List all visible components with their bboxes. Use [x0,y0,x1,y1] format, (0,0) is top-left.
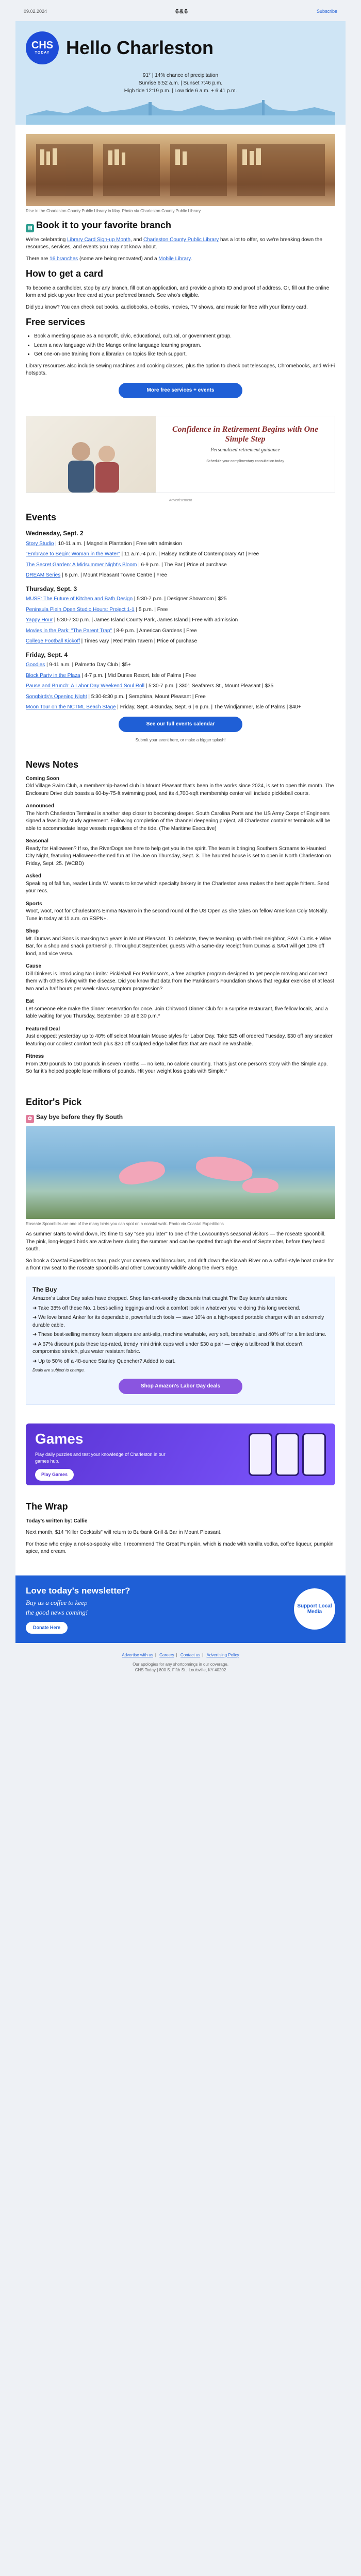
event-link[interactable]: Peninsula Plein Open Studio Hours: Project 1-1 [26,606,135,613]
footer-address: CHS Today | 800 S. Fifth St., Louisville, KY 40202 [135,1668,226,1673]
newsletter-body [15,21,346,1643]
event-detail: | 6 p.m. | Mount Pleasant Towne Centre | Free [60,572,167,579]
event-detail: | 5:30-8:30 p.m. | Seraphina, Mount Pleasant | Free [87,693,206,700]
footer-links: Advertise with us | Careers | Contact us | Advertising Policy [122,1652,239,1657]
wrap-heading: The Wrap [26,1501,68,1512]
retirement-ad[interactable] [26,416,335,493]
deal-item[interactable]: ➜ A 67% discount puts these top-rated, trendy mini drink cups well under $30 a pair — enjoy a tallbread fit that doesn't compromise stretch, plus water resistant fabric. [32,1341,303,1355]
games-copy [35,1429,169,1481]
library-intro-text: , and [130,236,143,243]
support-line: the good news coming! [26,1608,88,1617]
event-item [26,551,335,558]
hero [15,21,346,125]
library-intro-text: We're celebrating [26,236,68,243]
event-link[interactable]: DREAM Series [26,572,61,579]
ad-photo [26,416,156,493]
event-item [26,606,335,614]
news-text: Let someone else make the dinner reservation for once. Join Chitwood Dinner Club for a surprise restaurant, five fellow locals, and a table waiting for you Thursday, September 10 at 6:30 p.m.* [26,1006,328,1020]
the-buy-heading: The Buy [32,1285,57,1293]
ad-body: Schedule your complimentary consultation today [206,460,284,464]
editors-pick-subheading-text: Say bye before they fly South [36,1113,123,1121]
events-heading: Events [26,512,57,523]
deal-note: Deals are subject to change. [32,1368,85,1373]
events-section [15,503,346,750]
donate-button[interactable]: Donate Here [26,1622,68,1634]
news-item [26,838,335,868]
events-calendar-button[interactable]: See our full events calendar [119,717,242,733]
event-day-fri [26,651,335,711]
event-day-wed [26,529,335,579]
ad-copy [156,416,335,493]
games-text: Play daily puzzles and test your knowledge of Charleston in our games hub. [35,1452,166,1464]
support-line: Buy us a coffee to keep [26,1599,88,1607]
publisher-logo[interactable]: 6&6 [175,8,189,15]
event-detail: | 6-9 p.m. | The Bar | Price of purchase [137,562,227,568]
event-item [26,617,335,624]
wrap-section [15,1493,346,1567]
event-link[interactable]: Songbirds's Opening Night [26,693,87,700]
footer-link[interactable]: Advertising Policy [206,1652,239,1657]
weather-summary [26,64,335,100]
event-link[interactable]: Pause and Brunch: A Labor Day Weekend Soul Roll [26,683,144,689]
support-copy [26,1585,130,1634]
news-section [15,751,346,1088]
event-item [26,540,335,548]
library-resources: Library resources also include sewing machines and cooking classes, plus the option to check out telescopes, Chromebooks, and Wi-Fi hotspots. [26,363,335,377]
event-item [26,662,335,669]
library-photo [26,134,335,206]
news-item [26,1053,335,1076]
event-link[interactable]: Block Party in the Plaza [26,672,80,679]
branches-link[interactable]: 16 branches [50,256,78,262]
logo-text: CHS [31,40,54,52]
footer [0,1643,361,1686]
subscribe-link[interactable]: Subscribe [316,9,337,14]
news-kicker: Asked [26,873,42,879]
deal-item[interactable]: ➜ We love brand Anker for its dependable, powerful tech tools — save 10% on a high-speed portable charger with an extremely durable cable. [32,1315,324,1328]
footer-link[interactable]: Contact us [180,1652,201,1657]
editors-pick-p1: As summer starts to wind down, it's time to say "see you later" to one of the Lowcountry's seasonal visitors — the roseate spoonbill. The pink, long-legged birds are active here during the summer and can be spotted through the end of September, before they head south. [26,1231,326,1252]
library-tip: Did you know? You can check out books, audiobooks, e-books, movies, TV shows, and music for free with your library card. [26,304,308,310]
event-day-label: Thursday, Sept. 3 [26,585,77,592]
library-heading-text: Book it to your favorite branch [36,219,172,230]
chs-today-logo[interactable] [26,31,59,64]
deal-text: We love brand Anker for its dependable, powerful tech tools — save 10% on a high-speed portable charger with an extremely durable cable. [32,1315,324,1328]
event-item [26,572,335,580]
news-text: Ready for Halloween? If so, the RiverDogs are here to help get you in the spirit. The team is bringing Southern Screams to Haunted City Night, featuring Halloween-themed fun at The Joe on Thursday, Sept. 3. The haunted house is set to open in North Charleston on Friday, Sept. 25. (WCBD) [26,845,331,867]
event-detail: | 5 p.m. | Free [134,606,168,613]
issue-date: 09.02.2024 [24,9,47,14]
event-item [26,638,335,646]
deal-item[interactable]: ➜ Take 38% off these No. 1 best-selling leggings and rock a comfort look in whatever you're doing this long weekend. [32,1305,301,1311]
library-section [15,125,346,411]
news-text: From 209 pounds to 150 pounds in seven months — no keto, no calorie counting. That's just one person's story with the Simple app. So far it's helped people lose millions of pounds. Hit your weight loss goals with Simple.* [26,1061,328,1075]
games-title: Games [35,1430,84,1447]
wrap-p1: Next month, $14 "Killer Cocktails" will return to Burbank Grill & Bar in Mount Pleasant. [26,1530,222,1536]
news-text: Just dropped: yesterday up to 40% off select Mountain Mouse styles for Labor Day. Take $25 off ordered Tuesday, $30 off any sneaker featuring our coolest comfort tech plus $20 off sculpted edge ballet flats that are machine washable. [26,1033,333,1047]
news-item [26,998,335,1021]
news-item [26,963,335,993]
list-item[interactable]: • Get one-on-one training from a librarian on topics like tech support. [34,351,335,359]
phone-icon [302,1433,326,1476]
event-item [26,628,335,635]
deal-text: These best-selling memory foam slippers are anti-slip, machine washable, very soft, breathable, and 40% off for a limited time. [38,1332,326,1338]
news-item [26,803,335,833]
the-buy-intro: Amazon's Labor Day sales have dropped. Shop fan-cart-worthy discounts that caught The Buy team's attention: [32,1296,287,1302]
news-item [26,1026,335,1048]
library-heading [26,218,335,232]
event-item [26,596,335,603]
tide-times: High tide 12:19 p.m. | Low tide 6 a.m. + 6:41 p.m. [124,88,237,94]
news-text: Woot, woot, root for Charleston's Emma Navarro in the second round of the US Open as she takes on fellow American Coly McNally. Tune in today at 11 a.m. on ESPN+. [26,908,329,922]
news-kicker: Seasonal [26,838,48,844]
library-branches-text: There are [26,256,50,262]
editors-pick-section [15,1088,346,1417]
library-branches-text: (some are being renovated) and a [78,256,159,262]
mobile-library-link[interactable]: Mobile Library [158,256,191,262]
news-heading: News Notes [26,759,79,770]
news-kicker: Announced [26,803,54,809]
footer-link[interactable]: Careers [159,1652,174,1657]
list-item[interactable]: • Learn a new language with the Mango online language learning program. [34,342,335,350]
games-phones-illustration [249,1433,326,1476]
news-kicker: Coming Soon [26,775,59,782]
event-link[interactable]: Yappy Hour [26,617,53,623]
news-kicker: Sports [26,901,42,907]
get-card-text: To become a cardholder, stop by any branch, fill out an application, and provide a photo ID and proof of address. Or, fill out the online form and pick up your free card at your preferred branch. See who's eligible. [26,285,330,299]
play-games-button[interactable]: Play Games [35,1469,74,1481]
event-link[interactable]: Goodies [26,662,45,668]
editors-pick-subheading [26,1113,335,1123]
news-item [26,901,335,923]
library-branches-text: . [190,256,192,262]
news-kicker: Shop [26,928,39,935]
event-detail: | 11 a.m.-4 p.m. | Halsey Institute of Contemporary Art | Free [120,551,259,557]
deal-text: Take 38% off these No. 1 best-selling leggings and rock a comfort look in whatever you're doing this long weekend. [38,1305,301,1311]
news-text: Dill Dinkers is introducing No Limits: Pickleball For Parkinson's, a free adaptive program designed to get people moving and connect them with others living with the disease. Did you know that data from the Parkinson's Foundation shows that regular exercise of at least two and a half hours per week slows symptom progression? [26,971,334,992]
logo-subtext: TODAY [35,51,50,55]
ad-label: Advertisement [169,499,192,503]
library-card-month-link[interactable]: Library Card Sign-up Month [67,236,130,243]
event-detail: | 4-7 p.m. | Mid Dunes Resort, Isle of Palms | Free [80,672,196,679]
news-item [26,775,335,798]
phone-icon [275,1433,299,1476]
news-item [26,928,335,958]
support-banner [15,1575,346,1643]
event-detail: | 10-11 a.m. | Magnolia Plantation | Free with admission [54,540,182,547]
event-day-label: Wednesday, Sept. 2 [26,530,84,537]
ad-subtitle: Personalized retirement guidance [210,447,280,453]
top-bar [15,0,346,21]
ccpl-link[interactable]: Charleston County Public Library [143,236,219,243]
weather-forecast: 91° | 14% chance of precipitation [142,73,219,79]
footer-line: Our apologies for any shortcomings in our coverage. [133,1662,228,1667]
event-link[interactable]: MUSE: The Future of Kitchen and Bath Design [26,596,133,602]
book-icon: ▤ [26,224,34,232]
event-detail: | 9-11 a.m. | Palmetto Day Club | $5+ [45,662,131,668]
wrap-p2: For those who enjoy a not-so-spooky vibe, I recommend The Great Pumpkin, which is made with vanilla vodka, coffee liqueur, pumpkin spice, and cream. [26,1541,334,1555]
shop-deals-button[interactable]: Shop Amazon's Labor Day deals [119,1379,242,1395]
deal-text: A 67% discount puts these top-rated, trendy mini drink cups well under $30 a pair — enjoy a tallbread fit that doesn't compromise stretch, plus water resistant fabric. [32,1341,303,1355]
masthead [26,31,335,64]
footer-link[interactable]: Advertise with us [122,1652,153,1657]
ad-title: Confidence in Retirement Begins with One Simple Step [172,425,319,444]
skyline-illustration [26,100,335,125]
event-link[interactable]: College Football Kickoff [26,638,80,645]
event-detail: | 5:30-7 p.m. | 3301 Seafarers St., Mount Pleasant | $35 [144,683,274,689]
event-item [26,704,335,711]
editors-pick-p2: So book a Coastal Expeditions tour, pack your camera and binoculars, and drift down the Kiawah River on a saffari-style boat cruise for a front row seat to the roseate spoonbills and other Lowcountry wildlife along the river's edge. [26,1258,334,1272]
news-kicker: Featured Deal [26,1026,60,1032]
library-branches [26,256,335,263]
services-heading: Free services [26,317,86,328]
deal-item[interactable]: ➜ These best-selling memory foam slippers are anti-slip, machine washable, very soft, breathable, and 40% off for a limited time. [32,1332,326,1338]
spoonbill-shape [117,1158,167,1188]
news-text: Old Village Swim Club, a membership-based club in Mount Pleasant that's been in the works since 2024, is set to open this month. The Enclosure Drive club boasts a 60-by-75-ft swimming pool, and its 4,700-sqft membership center will include pickleball courts. [26,783,334,796]
news-kicker: Fitness [26,1054,44,1060]
event-item [26,672,335,680]
news-text: Speaking of fall fun, reader Linda W. wants to know which specialty bakery in the Charleston area makes the best apple fritters. Send your recs. [26,880,330,894]
library-intro-text: has a lot to offer, so we're breaking down the resources, services, and events you may not know about. [26,236,322,250]
event-detail: | Times vary | Red Palm Tavern | Price of purchase [79,638,198,645]
editors-pick-heading: Editor's Pick [26,1096,82,1107]
event-day-label: Friday, Sept. 4 [26,651,68,658]
spoonbill-photo [26,1126,335,1219]
submit-event-note[interactable]: Submit your event here, or make a bigger splash! [135,738,226,743]
event-link[interactable]: Movies in the Park: "The Parent Trap" [26,628,112,634]
bird-icon: ✿ [26,1115,34,1123]
event-day-thu [26,585,335,646]
event-link[interactable]: "Embrace to Begin: Woman in the Water" [26,551,120,557]
support-heading: Love today's newsletter? [26,1585,130,1596]
event-detail: | 8-9 p.m. | American Gardens | Free [112,628,197,634]
wrap-byline: Today's written by: Callie [26,1518,88,1524]
page-title: Hello Charleston [66,37,214,59]
services-list [34,333,335,359]
spoonbill-shape [242,1178,278,1193]
event-link[interactable]: Moon Tour on the NCTML Beach Stage [26,704,116,710]
news-text: Mt. Dumas and Sons is marking two years in Mount Pleasant. To celebrate, they're teaming up with their neighbor, SAVI Curtis + Wine Bar, for a shop and snack partnership. Throughout September, guests with a same-day receipt from Dumas & SAVI will get 10% off food, and vice versa. [26,936,332,957]
news-item [26,873,335,895]
deal-text: Up to 50% off a 48-ounce Stanley Quencher? Added to cart. [38,1358,176,1364]
deal-item[interactable]: ➜ Up to 50% off a 48-ounce Stanley Quencher? Added to cart. [32,1358,176,1364]
news-kicker: Cause [26,963,42,970]
phone-icon [249,1433,272,1476]
list-item[interactable]: • Book a meeting space as a nonprofit, civic, educational, cultural, or government group. [34,333,335,341]
event-item [26,683,335,690]
event-link[interactable]: The Secret Garden: A Midsummer Night's Bloom [26,562,137,568]
event-detail: | 5:30-7 p.m. | Designer Showroom | $25 [133,596,227,602]
event-item [26,693,335,701]
library-photo-caption: Rise in the Charleston County Public Library in May. Photo via Charleston County Public Library [26,209,201,214]
sun-times: Sunrise 6:52 a.m. | Sunset 7:46 p.m. [138,80,223,87]
the-buy-box [26,1277,335,1405]
spoonbill-shape [194,1153,254,1183]
event-link[interactable]: Story Studio [26,540,54,547]
get-card-heading: How to get a card [26,268,104,279]
event-detail: | 5:30-7:30 p.m. | James Island County Park, James Island | Free with admission [53,617,238,623]
library-intro [26,236,335,251]
games-promo[interactable] [26,1423,335,1485]
spoonbill-caption: Roseate Spoonbills are one of the many birds you can spot on a coastal walk. Photo via Coastal Expeditions [26,1221,224,1226]
news-kicker: Eat [26,998,34,1005]
more-services-button[interactable]: More free services + events [119,383,242,399]
support-local-media-seal: Support Local Media [294,1588,335,1630]
event-item [26,562,335,569]
news-text: The North Charleston Terminal is another step closer to becoming deeper. South Carolina Ports and the US Army Corps of Engineers signed a feasibility study agreement. Following completion of the channel deepening project, all Charleston container terminals will be able to accommodate large vessels regardless of the tide. (The Maritime Executive) [26,810,331,832]
event-detail: | Friday, Sept. 4-Sunday, Sept. 6 | 6 p.m. | The Windjammer, Isle of Palms | $40+ [116,704,301,710]
